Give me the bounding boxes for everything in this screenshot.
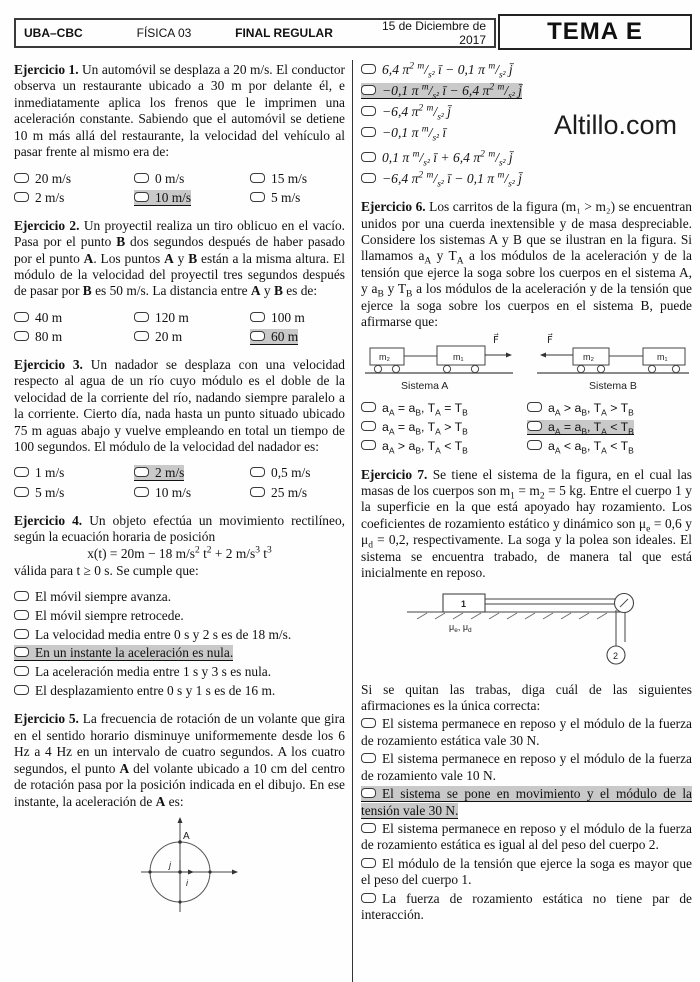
exercise-7-options (361, 716, 692, 923)
exercise-4-text2: válida para t ≥ 0 s. Se cumple que: (14, 562, 199, 578)
option: 120 m (134, 310, 250, 326)
checkbox-icon[interactable] (134, 467, 149, 477)
option: La velocidad media entre 0 s y 2 s es de 18 m/s. (14, 626, 345, 644)
checkbox-icon[interactable] (250, 312, 265, 322)
cart-m2-label-b: m₂ (583, 351, 594, 362)
option: El desplazamiento entre 0 s y 1 s es de 16 m. (14, 682, 345, 700)
exercise-1 (14, 62, 345, 206)
checkbox-icon[interactable] (134, 192, 149, 202)
checkbox-icon[interactable] (361, 753, 376, 763)
option: 0,5 m/s (250, 465, 345, 481)
option-highlighted: $a_A = a_B$, $T_A < T_B$ (527, 420, 692, 435)
checkbox-icon[interactable] (361, 85, 376, 95)
option: 20 m/s (14, 171, 134, 187)
option: 15 m/s (250, 171, 345, 187)
exercise-3-options (14, 465, 345, 500)
j-vector-label: j (168, 859, 171, 870)
exercise-1-statement (14, 62, 345, 161)
checkbox-icon[interactable] (250, 192, 265, 202)
option: El sistema permanece en reposo y el módulo de la fuerza de rozamiento estática vale 30 N. (361, 716, 692, 748)
option: El módulo de la tensión que ejerce la soga es mayor que el peso del cuerpo 1. (361, 855, 692, 888)
option: −0,1 π $^m/_{s^2}$ ī (361, 125, 692, 141)
option-highlighted: 10 m/s (134, 190, 250, 206)
option: El sistema permanece en reposo y el módulo de la fuerza de rozamiento estática es igual al del peso del cuerpo 2. (361, 820, 692, 853)
exercise-5-text: La frecuencia de rotación de un volante que gira en el sentido horario disminuye uniformemente desde los 6 Hz a 4 Hz en un intervalo de cuatro segundos. A los cuatro segundos, el punto A del volante ubicado a 10 cm del centro de rotación pasa por la posición indicada en el dibujo. En ese instante, la aceleración de A es: (14, 711, 345, 809)
left-column (14, 62, 345, 926)
option: $a_A < a_B$, $T_A < T_B$ (527, 439, 692, 454)
option: 0,1 π $^m/_{s^2}$ ī + 6,4 $\pi^2$ $^m/_{s^2}$ j̄ (361, 150, 692, 166)
option: −6,4 $\pi^2$ $^m/_{s^2}$ ī − 0,1 π $^m/_{s^2}$ j̄ (361, 171, 692, 187)
checkbox-icon[interactable] (361, 440, 376, 450)
header-exam-type: FINAL REGULAR (235, 26, 333, 40)
checkbox-icon[interactable] (361, 173, 376, 183)
option: El móvil siempre avanza. (14, 588, 345, 606)
option: La fuerza de rozamiento estática no tiene par de interacción. (361, 890, 692, 923)
exercise-4-title: Ejercicio 4. (14, 512, 83, 528)
option: −6,4 $\pi^2$ $^m/_{s^2}$ j̄ (361, 104, 692, 120)
exercise-5-options (361, 61, 692, 190)
option: 10 m/s (134, 485, 250, 501)
option: $a_A > a_B$, $T_A > T_B$ (527, 401, 692, 416)
checkbox-icon[interactable] (250, 487, 265, 497)
checkbox-icon[interactable] (361, 127, 376, 137)
option: El móvil siempre retrocede. (14, 607, 345, 625)
checkbox-icon[interactable] (14, 467, 29, 477)
option: La aceleración media entre 1 s y 3 s es nula. (14, 663, 345, 681)
checkbox-icon[interactable] (14, 666, 29, 676)
option: El sistema permanece en reposo y el módulo de la fuerza de rozamiento vale 10 N. (361, 751, 692, 783)
header-course: FÍSICA 03 (136, 26, 192, 40)
exercise-6-statement (361, 199, 692, 330)
cart-m1-label-b: m₁ (657, 351, 668, 362)
option: 80 m (14, 329, 134, 345)
option: 6,4 $\pi^2$ $^m/_{s^2}$ ī − 0,1 π $^m/_{s^2}$ j̄ (361, 62, 692, 78)
option-highlighted: En un instante la aceleración es nula. (14, 644, 345, 662)
exercise-1-options (14, 171, 345, 206)
carts-figure (361, 333, 692, 393)
sistema-a-caption: Sistema A (401, 379, 449, 392)
checkbox-icon[interactable] (134, 173, 149, 183)
exercise-2-title: Ejercicio 2. (14, 217, 80, 233)
option: 5 m/s (14, 485, 134, 501)
exercise-3 (14, 357, 345, 501)
pulley-figure (387, 584, 667, 676)
checkbox-icon[interactable] (527, 440, 542, 450)
checkbox-icon[interactable] (14, 647, 29, 657)
option: 25 m/s (250, 485, 345, 501)
checkbox-icon[interactable] (250, 467, 265, 477)
exercise-4-options (14, 588, 345, 699)
exercise-5-title: Ejercicio 5. (14, 711, 79, 727)
option-highlighted: 2 m/s (134, 465, 250, 481)
tema-box: TEMA E (498, 14, 692, 50)
checkbox-icon[interactable] (14, 192, 29, 202)
checkbox-icon[interactable] (361, 421, 376, 431)
exercise-7-statement (361, 467, 692, 582)
option-highlighted: 60 m (250, 329, 345, 345)
exercise-6 (361, 199, 692, 454)
sistema-b-caption: Sistema B (589, 379, 637, 392)
option: 20 m (134, 329, 250, 345)
i-vector-label: i (185, 877, 188, 888)
checkbox-icon[interactable] (134, 331, 149, 341)
checkbox-icon[interactable] (14, 610, 29, 620)
exercise-4 (14, 513, 345, 700)
checkbox-icon[interactable] (361, 893, 376, 903)
header-org: UBA–CBC (24, 26, 83, 40)
exercise-4-text: Un objeto efectúa un movimiento rectilíneo, según la ecuación horaria de posición (14, 512, 345, 545)
exercise-3-text: Un nadador se desplaza con una velocidad respecto al agua de un río cuyo módulo es el doble de la velocidad de la corriente del río, nadando siempre paralelo a la corriente. Cierto día, nada hasta un punto situado ubicado 75 m aguas abajo y vuelve empleando en total un tiempo de 100 segundos. El módulo de la velocidad del nadador es: (14, 356, 345, 455)
checkbox-icon[interactable] (361, 152, 376, 162)
exercise-4-equation: x(t) = 20m − 18 $m/s^2$ $t^2 + 2$ $m/s^3$ $t^3$ (87, 546, 272, 562)
force-label-b: F⃗ (547, 334, 553, 346)
option-highlighted: El sistema se pone en movimiento y el módulo de la tensión vale 30 N. (361, 786, 692, 818)
checkbox-icon[interactable] (361, 64, 376, 74)
option: 100 m (250, 310, 345, 326)
exam-header (14, 18, 496, 48)
option: 1 m/s (14, 465, 134, 481)
checkbox-icon[interactable] (14, 173, 29, 183)
checkbox-icon[interactable] (250, 331, 265, 341)
exercise-1-text: Un automóvil se desplaza a 20 m/s. El conductor observa un restaurante ubicado a 30 m por delante él, e inmediatamente aplica los frenos que le imprimen una aceleración constante. Sabiendo que el automóvil se detiene 10 m más allá del restaurante, la velocidad del vehículo al pasar frente al mismo era de: (14, 62, 345, 160)
checkbox-icon[interactable] (14, 312, 29, 322)
checkbox-icon[interactable] (134, 312, 149, 322)
checkbox-icon[interactable] (361, 823, 376, 833)
exercise-6-options (361, 401, 692, 455)
checkbox-icon[interactable] (14, 629, 29, 639)
checkbox-icon[interactable] (250, 173, 265, 183)
cart-m1-label-a: m₁ (453, 351, 464, 362)
exercise-5 (14, 711, 345, 914)
header-date: 15 de Diciembre de 2017 (381, 19, 486, 47)
wheel-figure (69, 812, 291, 914)
column-divider (352, 60, 353, 982)
exercise-2 (14, 218, 345, 345)
option: 40 m (14, 310, 134, 326)
watermark: Altillo.com (554, 110, 678, 140)
exercise-2-options (14, 310, 345, 345)
option: $a_A = a_B$, $T_A > T_B$ (361, 420, 527, 435)
option: $a_A > a_B$, $T_A < T_B$ (361, 439, 527, 454)
checkbox-icon[interactable] (14, 685, 29, 695)
checkbox-icon[interactable] (361, 858, 376, 868)
exercise-3-title: Ejercicio 3. (14, 356, 83, 372)
exercise-7-text: Se tiene el sistema de la figura, en el cual las masas de los cuerpos son $m_1 = m_2 = 5$ kg. Entre el cuerpo 1 y la superficie en la que está apoyado hay rozamiento. Los coeficientes de rozamiento estático y dinámico son $\mu_e = 0,6$ y $\mu_d = 0,2$, respectivamente. La soga y la polea son ideales. El sistema se encuentra trabado, de manera tal que está inicialmente en reposo. (361, 466, 692, 581)
checkbox-icon[interactable] (14, 487, 29, 497)
force-label-a: F⃗ (493, 334, 499, 346)
checkbox-icon[interactable] (14, 331, 29, 341)
checkbox-icon[interactable] (527, 421, 542, 431)
checkbox-icon[interactable] (527, 402, 542, 412)
checkbox-icon[interactable] (361, 402, 376, 412)
checkbox-icon[interactable] (361, 718, 376, 728)
exercise-7-intro: Si se quitan las trabas, diga cuál de las siguientes afirmaciones es la única correcta: (361, 681, 692, 714)
exercise-7-title: Ejercicio 7. (361, 466, 428, 482)
exercise-3-statement (14, 357, 345, 456)
exercise-2-statement (14, 218, 345, 300)
exercise-2-text: Un proyectil realiza un tiro oblicuo en el vacío. Pasa por el punto B dos segundos después de haber pasado por el punto A. Los puntos A y B están a la misma altura. El módulo de la velocidad del proyectil tres segundos después de pasar por B es 50 m/s. La distancia entre A y B es de: (14, 217, 345, 299)
right-column (361, 62, 692, 936)
exercise-5-statement (14, 711, 345, 810)
checkbox-icon[interactable] (134, 487, 149, 497)
point-a-label: A (182, 830, 190, 842)
option: $a_A = a_B$, $T_A = T_B$ (361, 401, 527, 416)
exercise-4-statement (14, 513, 345, 546)
option-highlighted: −0,1 π $^m/_{s^2}$ ī − 6,4 $\pi^2$ $^m/_{s^2}$ j̄ (361, 83, 692, 99)
block-1-label: 1 (460, 598, 466, 609)
exercise-1-title: Ejercicio 1. (14, 62, 79, 77)
option: 5 m/s (250, 190, 345, 206)
option: 0 m/s (134, 171, 250, 187)
checkbox-icon[interactable] (361, 106, 376, 116)
checkbox-icon[interactable] (361, 788, 376, 798)
exercise-6-text: Los carritos de la figura (m₁ > m₂) se encuentran unidos por una cuerda inextensible y de masa despreciable. Considere los sistemas A y B que se ilustran en la figura. Si llamamos $a_A$ y $T_A$ a los módulos de la aceleración y de la tensión que ejerce la soga sobre los cuerpos en el sistema A, y $a_B$ y $T_B$ a los módulos de la aceleración y de la tensión que ejerce la soga sobre los cuerpos en el sistema B, puede afirmarse que: (361, 199, 692, 330)
exercise-7 (361, 467, 692, 924)
exercise-6-title: Ejercicio 6. (361, 199, 426, 215)
option: 2 m/s (14, 190, 134, 206)
friction-coeff-label: $\mu_e$, $\mu_d$ (448, 621, 472, 634)
checkbox-icon[interactable] (14, 591, 29, 601)
weight-2-label: 2 (612, 650, 618, 661)
cart-m2-label-a: m₂ (379, 351, 390, 362)
